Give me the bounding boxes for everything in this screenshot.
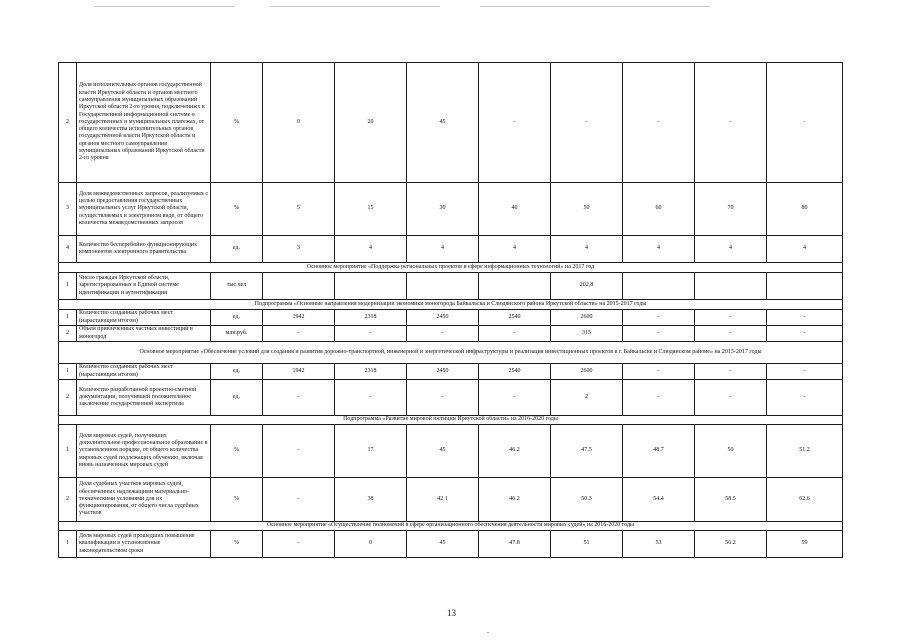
- value-cell: 53: [623, 531, 695, 558]
- unit-of-measure: %: [211, 63, 263, 183]
- indicator-name: Доля мировых судей, получивших дополнительное профессиональное образование в установленном порядке, от общего количества мировых судей подлежащих обучению, включая вновь назначенных мировых судей: [77, 425, 211, 478]
- section-title: Основное мероприятие «Осуществление полномочий в сфере организационного обеспечения деятельности мировых судей» на 2016-2020 годы: [59, 522, 843, 531]
- row-number: 3: [59, 183, 77, 236]
- scan-artifact-line: [480, 6, 710, 7]
- row-number: 1: [59, 273, 77, 300]
- indicator-name: Число граждан Иркутской области, зарегистрированных в Единой системе идентификации и аутентификации: [77, 273, 211, 300]
- value-cell: 3: [263, 236, 335, 263]
- unit-of-measure: %: [211, 478, 263, 522]
- value-cell: 2318: [335, 310, 407, 326]
- value-cell: 17: [335, 425, 407, 478]
- row-number: 1: [59, 531, 77, 558]
- indicator-row: [59, 183, 843, 236]
- section-title: Основное мероприятие «Обеспечение условий для создания и развития дорожно-транспортной, инженерной и энергетической инфраструктуры и реализация инвестиционных проектов в г. Байкальске и Слюдянском районе» на 2015-2017 годы: [59, 342, 843, 364]
- footer-mark: .: [487, 626, 489, 635]
- row-number: 2: [59, 63, 77, 183]
- value-cell: 2600: [551, 310, 623, 326]
- row-number: 2: [59, 380, 77, 416]
- value-cell: 51.2: [767, 425, 843, 478]
- value-cell: -: [263, 326, 335, 342]
- indicator-row: [59, 63, 843, 183]
- section-header-row: [59, 416, 843, 425]
- indicator-row: [59, 310, 843, 326]
- unit-of-measure: ед.: [211, 236, 263, 263]
- value-cell: -: [551, 63, 623, 183]
- value-cell: [407, 273, 479, 300]
- value-cell: 5: [263, 183, 335, 236]
- value-cell: 70: [695, 183, 767, 236]
- value-cell: 4: [479, 236, 551, 263]
- value-cell: -: [263, 478, 335, 522]
- value-cell: -: [623, 326, 695, 342]
- section-header-row: [59, 522, 843, 531]
- section-title: Подпрограмма «Развитие мировой юстиции Иркутской области» на 2016-2020 годы: [59, 416, 843, 425]
- value-cell: 4: [623, 236, 695, 263]
- value-cell: 59: [767, 531, 843, 558]
- value-cell: -: [407, 326, 479, 342]
- indicator-row: [59, 478, 843, 522]
- indicator-name: Количество бесперебойно функционирующих компонентов электронного правительства: [77, 236, 211, 263]
- unit-of-measure: ед.: [211, 310, 263, 326]
- indicator-name: Объем привлеченных частных инвестиций в моногород: [77, 326, 211, 342]
- value-cell: 50: [695, 425, 767, 478]
- value-cell: 56.2: [695, 531, 767, 558]
- value-cell: 46.2: [479, 425, 551, 478]
- unit-of-measure: %: [211, 183, 263, 236]
- value-cell: 15: [335, 183, 407, 236]
- row-number: 1: [59, 364, 77, 380]
- indicator-name: Доля исполнительных органов государственной власти Иркутской области и органов местного самоуправления муниципальных образований Иркутской области 2-го уровня, подключенных к Государственной информационной системе о государственных и муниципальных платежах, от общего количества исполнительных органов государственной власти Иркутской области и органов местного самоуправления муниципальных образований Иркутской области 2-го уровня: [77, 63, 211, 183]
- value-cell: 4: [695, 236, 767, 263]
- value-cell: -: [263, 531, 335, 558]
- unit-of-measure: %: [211, 425, 263, 478]
- unit-of-measure: ед.: [211, 364, 263, 380]
- value-cell: 48.7: [623, 425, 695, 478]
- value-cell: 4: [335, 236, 407, 263]
- value-cell: -: [623, 310, 695, 326]
- value-cell: [623, 273, 695, 300]
- value-cell: 2600: [551, 364, 623, 380]
- value-cell: 4: [407, 236, 479, 263]
- value-cell: -: [479, 380, 551, 416]
- value-cell: -: [767, 310, 843, 326]
- value-cell: 2450: [407, 364, 479, 380]
- value-cell: 2540: [479, 364, 551, 380]
- indicator-row: [59, 236, 843, 263]
- value-cell: -: [623, 63, 695, 183]
- value-cell: 2540: [479, 310, 551, 326]
- section-header-row: [59, 263, 843, 273]
- value-cell: [335, 273, 407, 300]
- value-cell: -: [479, 63, 551, 183]
- value-cell: 47.8: [479, 531, 551, 558]
- value-cell: 202,8: [551, 273, 623, 300]
- value-cell: [479, 273, 551, 300]
- indicator-row: [59, 380, 843, 416]
- indicator-name: Доля межведомственных запросов, реализуемых с целью предоставления государственных муниципальных услуг Иркутской области, осуществляемых в электронном виде, от общего количества межведомственных запросов: [77, 183, 211, 236]
- value-cell: -: [479, 326, 551, 342]
- unit-of-measure: %: [211, 531, 263, 558]
- value-cell: -: [263, 425, 335, 478]
- value-cell: 62.6: [767, 478, 843, 522]
- indicator-name: Количество созданных рабочих мест (нарастающим итогом): [77, 364, 211, 380]
- unit-of-measure: ед.: [211, 380, 263, 416]
- row-number: 2: [59, 478, 77, 522]
- value-cell: 20: [335, 63, 407, 183]
- value-cell: -: [623, 380, 695, 416]
- value-cell: 46.2: [479, 478, 551, 522]
- value-cell: [695, 273, 767, 300]
- unit-of-measure: тыс.чел: [211, 273, 263, 300]
- value-cell: 51: [551, 531, 623, 558]
- value-cell: -: [695, 380, 767, 416]
- section-title: Основное мероприятие «Поддержка региональных проектов в сфере информационных технологий» на 2017 год: [59, 263, 843, 273]
- value-cell: 1942: [263, 310, 335, 326]
- value-cell: 2450: [407, 310, 479, 326]
- value-cell: -: [335, 326, 407, 342]
- value-cell: -: [335, 380, 407, 416]
- value-cell: 45: [407, 425, 479, 478]
- value-cell: -: [695, 364, 767, 380]
- indicator-name: Доля судебных участков мировых судей, обеспеченных надлежащими материально-техническими условиями для их функционирования, от общего числа судебных участков: [77, 478, 211, 522]
- value-cell: -: [695, 310, 767, 326]
- value-cell: 2: [551, 380, 623, 416]
- value-cell: -: [767, 326, 843, 342]
- value-cell: 30: [407, 183, 479, 236]
- indicator-row: [59, 364, 843, 380]
- value-cell: 58.5: [695, 478, 767, 522]
- scan-artifact-line: [270, 6, 440, 7]
- value-cell: 1942: [263, 364, 335, 380]
- page-number: 13: [447, 608, 456, 618]
- indicator-name: Количество разработанной проектно-сметной документации, получившей положительное заключение государственной экспертизы: [77, 380, 211, 416]
- value-cell: -: [263, 380, 335, 416]
- value-cell: [767, 273, 843, 300]
- row-number: 1: [59, 425, 77, 478]
- indicator-name: Доля мировых судей прошедших повышение квалификации в установленные законодательством сроки: [77, 531, 211, 558]
- row-number: 2: [59, 326, 77, 342]
- indicators-table: [58, 62, 843, 558]
- value-cell: -: [767, 380, 843, 416]
- value-cell: -: [767, 364, 843, 380]
- value-cell: 80: [767, 183, 843, 236]
- unit-of-measure: млн.руб.: [211, 326, 263, 342]
- value-cell: -: [695, 63, 767, 183]
- indicator-row: [59, 326, 843, 342]
- row-number: 4: [59, 236, 77, 263]
- value-cell: 60: [623, 183, 695, 236]
- indicator-name: Количество созданных рабочих мест (нарастающим итогом): [77, 310, 211, 326]
- indicator-row: [59, 531, 843, 558]
- value-cell: -: [407, 380, 479, 416]
- section-header-row: [59, 300, 843, 310]
- value-cell: 50.3: [551, 478, 623, 522]
- value-cell: 315: [551, 326, 623, 342]
- section-title: Подпрограмма «Основные направления модернизации экономики моногорода Байкальска и Слюдянского района Иркутской области» на 2015-2017 годы: [59, 300, 843, 310]
- indicator-row: [59, 425, 843, 478]
- value-cell: [263, 273, 335, 300]
- value-cell: 45: [407, 531, 479, 558]
- value-cell: 38: [335, 478, 407, 522]
- indicator-row: [59, 273, 843, 300]
- value-cell: 2318: [335, 364, 407, 380]
- value-cell: 50: [551, 183, 623, 236]
- section-header-row: [59, 342, 843, 364]
- value-cell: 4: [551, 236, 623, 263]
- value-cell: 45: [407, 63, 479, 183]
- row-number: 1: [59, 310, 77, 326]
- value-cell: 0: [263, 63, 335, 183]
- value-cell: -: [623, 364, 695, 380]
- value-cell: 47.5: [551, 425, 623, 478]
- value-cell: 0: [335, 531, 407, 558]
- value-cell: 54.4: [623, 478, 695, 522]
- value-cell: -: [695, 326, 767, 342]
- value-cell: 4: [767, 236, 843, 263]
- value-cell: 40: [479, 183, 551, 236]
- value-cell: 42.1: [407, 478, 479, 522]
- value-cell: -: [767, 63, 843, 183]
- scan-artifact-line: [95, 6, 235, 7]
